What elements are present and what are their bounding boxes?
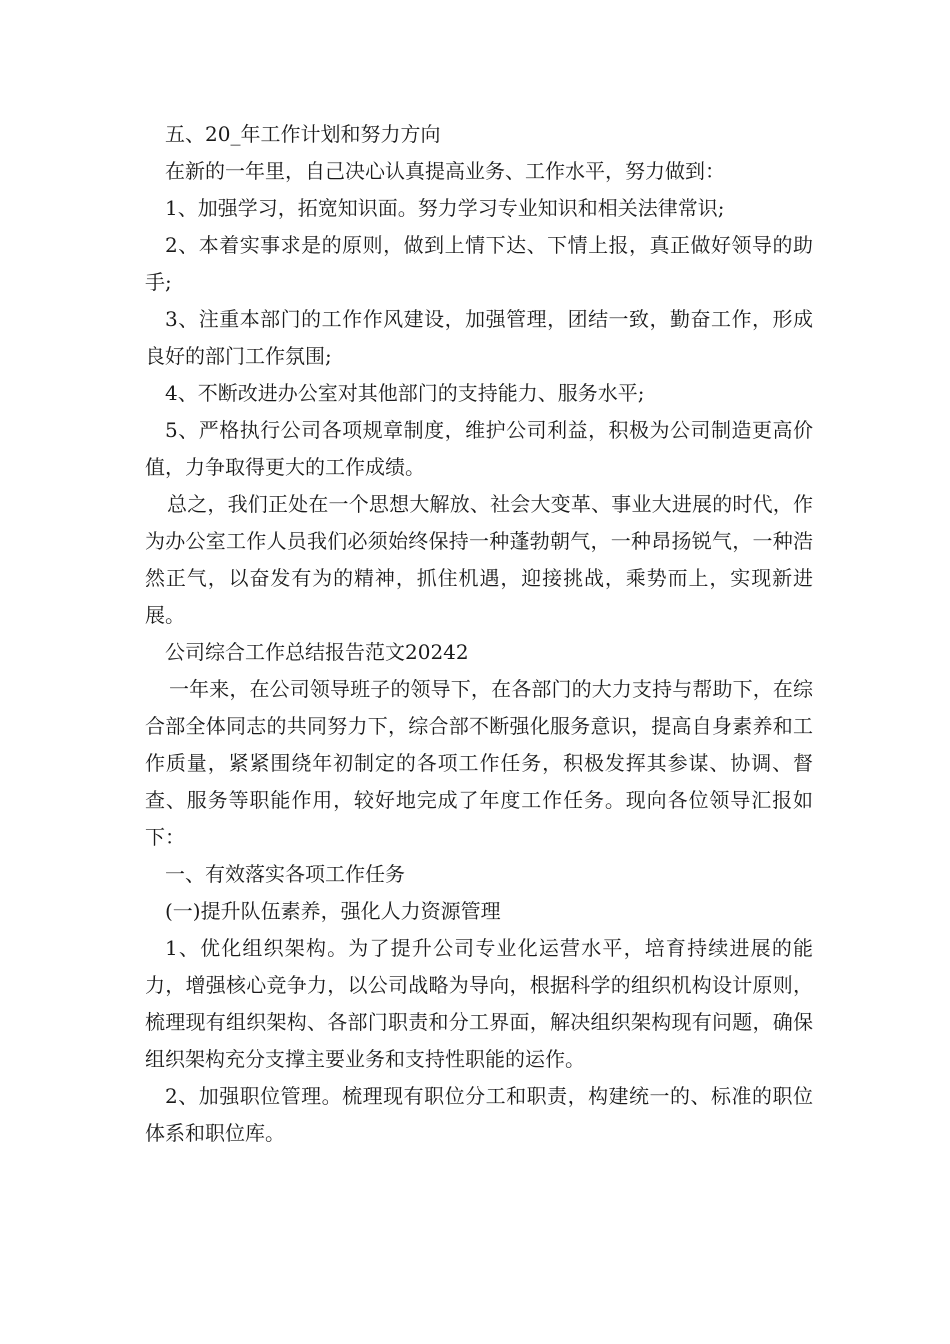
list-item-2: 2、本着实事求是的原则，做到上情下达、下情上报，真正做好领导的助手; [145, 233, 813, 294]
hr-item-1: 1、优化组织架构。为了提升公司专业化运营水平，培育持续进展的能力，增强核心竞争力，以公司战略为导向，根据科学的组织机构设计原则，梳理现有组织架构、各部门职责和分工界面，解决组织架构现有问题，确保组织架构充分支撑主要业务和支持性职能的运作。 [145, 936, 813, 1071]
subsection-heading-hr: (一)提升队伍素养，强化人力资源管理 [165, 899, 501, 923]
paragraph-conclusion: 总之，我们正处在一个思想大解放、社会大变革、事业大进展的时代，作为办公室工作人员我们必须始终保持一种蓬勃朝气，一种昂扬锐气，一种浩然正气，以奋发有为的精神，抓住机遇，迎接挑战，乘势而上，实现新进展。 [145, 492, 813, 627]
paragraph-summary: 一年来，在公司领导班子的领导下，在各部门的大力支持与帮助下，在综合部全体同志的共同努力下，综合部不断强化服务意识，提高自身素养和工作质量，紧紧围绕年初制定的各项工作任务，积极发挥其参谋、协调、督查、服务等职能作用，较好地完成了年度工作任务。现向各位领导汇报如下： [145, 677, 813, 849]
list-item-5: 5、严格执行公司各项规章制度，维护公司利益，积极为公司制造更高价值，力争取得更大的工作成绩。 [145, 418, 813, 479]
section-heading-work-plan: 五、20_年工作计划和努力方向 [165, 122, 441, 146]
hr-item-2: 2、加强职位管理。梳理现有职位分工和职责，构建统一的、标准的职位体系和职位库。 [145, 1084, 813, 1145]
list-item-1: 1、加强学习，拓宽知识面。努力学习专业知识和相关法律常识; [165, 196, 725, 220]
paragraph-intro-new-year: 在新的一年里，自己决心认真提高业务、工作水平，努力做到： [165, 159, 725, 183]
article-title: 公司综合工作总结报告范文20242 [165, 640, 469, 664]
section-heading-tasks: 一、有效落实各项工作任务 [165, 862, 405, 886]
list-item-4: 4、不断改进办公室对其他部门的支持能力、服务水平; [165, 381, 645, 405]
list-item-3: 3、注重本部门的工作作风建设，加强管理，团结一致，勤奋工作，形成良好的部门工作氛围; [145, 307, 813, 368]
document-body [145, 116, 813, 1152]
